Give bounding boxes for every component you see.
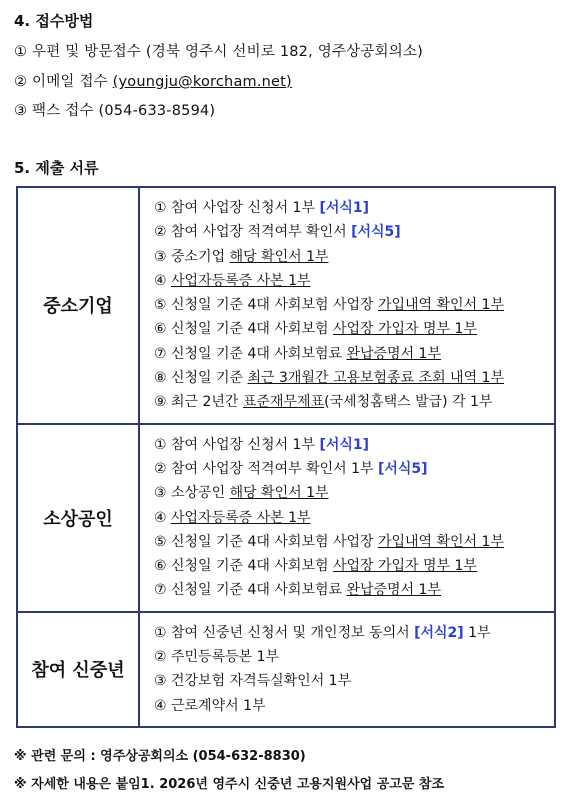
item-text: ③ 건강보험 자격득실확인서 1부 [154,673,352,690]
method-text: 우편 및 방문접수 (경북 영주시 선비로 182, 영주상공회의소) [32,44,424,60]
item-text: 해당 확인서 1부 [229,485,329,502]
table-row [17,612,555,727]
item-text: ① 참여 사업장 신청서 1부 [154,200,320,216]
list-item [154,390,554,414]
list-item [154,694,554,718]
list-item [154,578,554,602]
list-item [154,245,554,269]
list-item [154,669,554,693]
item-text: 1부 [463,624,491,641]
list-item [154,293,554,317]
category-label: 중소기업 [17,187,139,424]
document-list [139,187,555,424]
form-reference: [서식1] [319,200,370,216]
item-text: ③ 중소기업 [154,248,230,265]
table-row [17,187,555,424]
item-text: ⑥ 신청일 기준 4대 사회보험 [154,558,333,575]
item-text: ④ [154,509,172,526]
item-text: 완납증명서 1부 [346,345,441,362]
item-text: ⑤ 신청일 기준 4대 사회보험 사업장 [154,533,378,550]
list-item [154,269,554,293]
marker: ③ [14,103,28,119]
list-item [154,196,554,220]
item-text: 완납증명서 1부 [346,582,441,599]
item-text: 가입내역 확인서 1부 [377,533,504,550]
item-text: ① 참여 사업장 신청서 1부 [154,436,320,453]
list-item [154,506,554,530]
form-reference: [서식5] [351,224,401,241]
marker: ① [14,44,28,60]
document-list [139,612,555,727]
item-text: 해당 확인서 1부 [229,248,329,265]
form-reference: [서식1] [319,436,370,453]
reference-note: ※ 자세한 내용은 붙임1. 2026년 영주시 신중년 고용지원사업 공고문 참조 [14,777,445,792]
method-line-2 [14,70,292,91]
table-row [17,424,555,612]
item-text: 사업자등록증 사본 1부 [171,509,311,526]
list-item [154,457,554,481]
method-text: 이메일 접수 [32,74,113,90]
method-text: 팩스 접수 (054-633-8594) [32,103,216,119]
list-item [154,342,554,366]
item-text: 최근 3개월간 고용보험종료 조회 내역 1부 [247,370,504,387]
item-text: ② 주민등록등본 1부 [154,649,280,666]
item-text: ④ [154,272,172,289]
list-item [154,366,554,390]
item-text: ⑦ 신청일 기준 4대 사회보험료 [154,582,347,599]
section5-heading: 5. 제출 서류 [14,159,99,177]
item-text: 사업장 가입자 명부 1부 [332,321,477,338]
marker: ② [14,74,28,90]
documents-table [16,186,556,728]
item-text: 사업자등록증 사본 1부 [171,272,311,289]
item-text: ⑤ 신청일 기준 4대 사회보험 사업장 [154,297,378,314]
list-item [154,220,554,244]
method-line-3 [14,99,215,120]
item-text: ③ 소상공인 [154,485,230,502]
contact-note: ※ 관련 문의 : 영주상공회의소 (054-632-8830) [14,749,306,764]
section4-heading: 4. 접수방법 [14,12,94,30]
item-text: ② 참여 사업장 적격여부 확인서 1부 [154,460,378,477]
list-item [154,645,554,669]
form-reference: [서식2] [414,624,464,641]
item-text: ② 참여 사업장 적격여부 확인서 [154,224,352,241]
item-text: 가입내역 확인서 1부 [377,297,504,314]
list-item [154,317,554,341]
form-reference: [서식5] [377,460,428,477]
item-text: 사업장 가입자 명부 1부 [332,558,477,575]
list-item [154,554,554,578]
item-text: ⑥ 신청일 기준 4대 사회보험 [154,321,333,338]
item-text: 표준재무제표 [242,394,325,411]
item-text: ⑦ 신청일 기준 4대 사회보험료 [154,345,347,362]
method-line-1 [14,40,423,61]
document-list [139,424,555,612]
item-text: ⑧ 신청일 기준 [154,370,248,387]
list-item [154,433,554,457]
item-text: ⑨ 최근 2년간 [154,394,243,411]
item-text: ① 참여 신중년 신청서 및 개인정보 동의서 [154,624,415,641]
list-item [154,621,554,645]
list-item [154,481,554,505]
category-label: 참여 신중년 [17,612,139,727]
category-label: 소상공인 [17,424,139,612]
email-link[interactable]: (youngju@korcham.net) [112,74,292,90]
list-item [154,530,554,554]
item-text: (국세청홈택스 발급) 각 1부 [324,394,493,411]
item-text: ④ 근로계약서 1부 [154,697,266,714]
